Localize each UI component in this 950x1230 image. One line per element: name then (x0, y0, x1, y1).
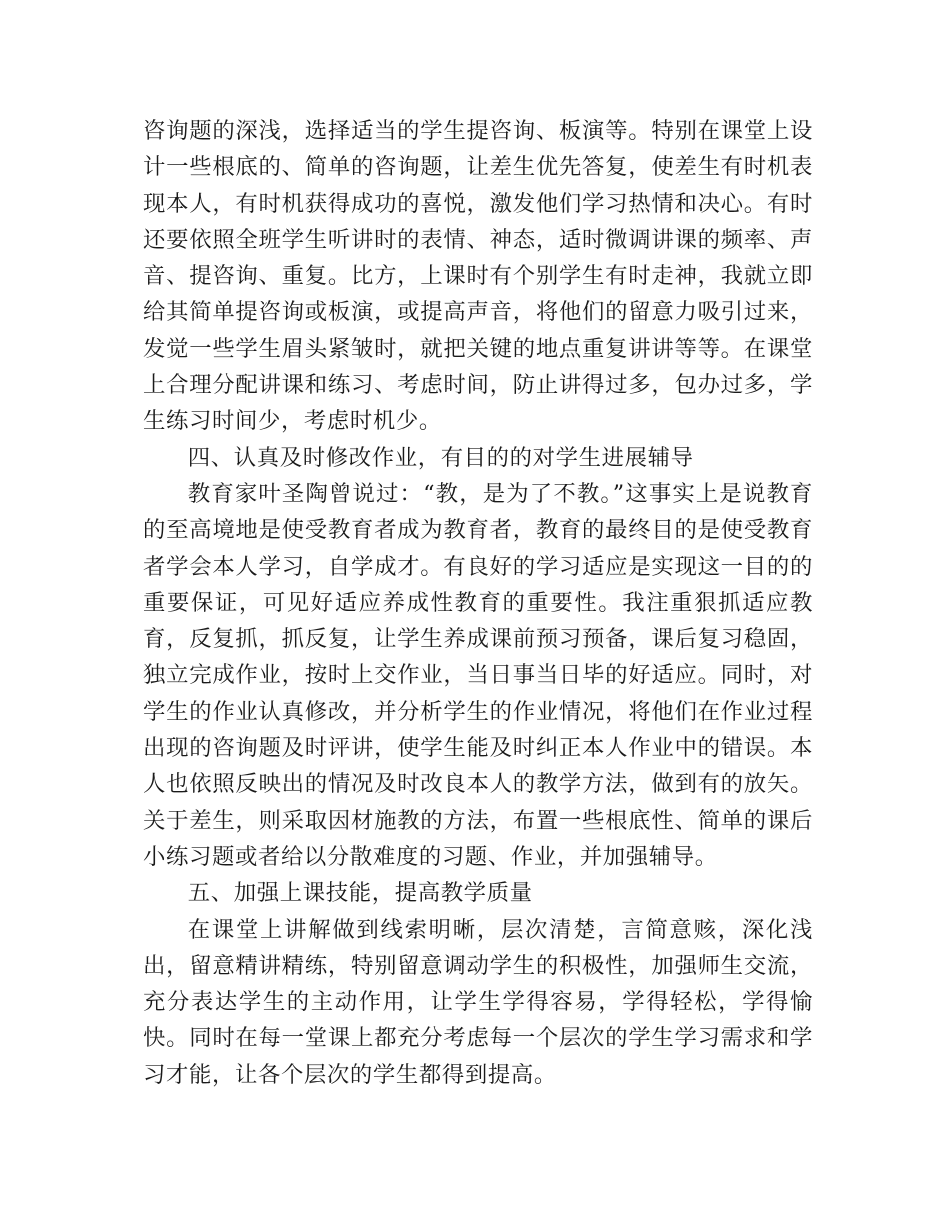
section-heading-5: 五、加强上课技能，提高教学质量 (187, 880, 533, 907)
paragraph-teaching-skills: 在课堂上讲解做到线索明晰，层次清楚，言简意赅，深化浅出，留意精讲精练，特别留意调动学生的积极性，加强师生交流，充分表达学生的主动作用，让学生学得容易，学得轻松，学得愉快。同时在每一堂课上都充分考虑每一个层次的学生学习需求和学习才能，让各个层次的学生都得到提高。 (143, 916, 813, 1088)
section-heading-4: 四、认真及时修改作业，有目的的对学生进展辅导 (187, 444, 694, 471)
paragraph-homework: 教育家叶圣陶曾说过：“教，是为了不教。”这事实上是说教育的至高境地是使受教育者成为教育者，教育的最终目的是使受教育者学会本人学习，自学成才。有良好的学习适应是实现这一目的的重要保证，可见好适应养成性教育的重要性。我注重狠抓适应教育，反复抓，抓反复，让学生养成课前预习预备，课后复习稳固，独立完成作业，按时上交作业，当日事当日毕的好适应。同时，对学生的作业认真修改，并分析学生的作业情况，将他们在作业过程出现的咨询题及时评讲，使学生能及时纠正本人作业中的错误。本人也依照反映出的情况及时改良本人的教学方法，做到有的放矢。关于差生，则采取因材施教的方法，布置一些根底性、简单的课后小练习题或者给以分散难度的习题、作业，并加强辅导。 (143, 480, 813, 870)
paragraph-continuation: 咨询题的深浅，选择适当的学生提咨询、板演等。特别在课堂上设计一些根底的、简单的咨询题，让差生优先答复，使差生有时机表现本人，有时机获得成功的喜悦，激发他们学习热情和决心。有时还要依照全班学生听讲时的表情、神态，适时微调讲课的频率、声音、提咨询、重复。比方，上课时有个别学生有时走神，我就立即给其简单提咨询或板演，或提高声音，将他们的留意力吸引过来，发觉一些学生眉头紧皱时，就把关键的地点重复讲讲等等。在课堂上合理分配讲课和练习、考虑时间，防止讲得过多，包办过多，学生练习时间少，考虑时机少。 (143, 118, 813, 435)
document-body (143, 113, 813, 1093)
